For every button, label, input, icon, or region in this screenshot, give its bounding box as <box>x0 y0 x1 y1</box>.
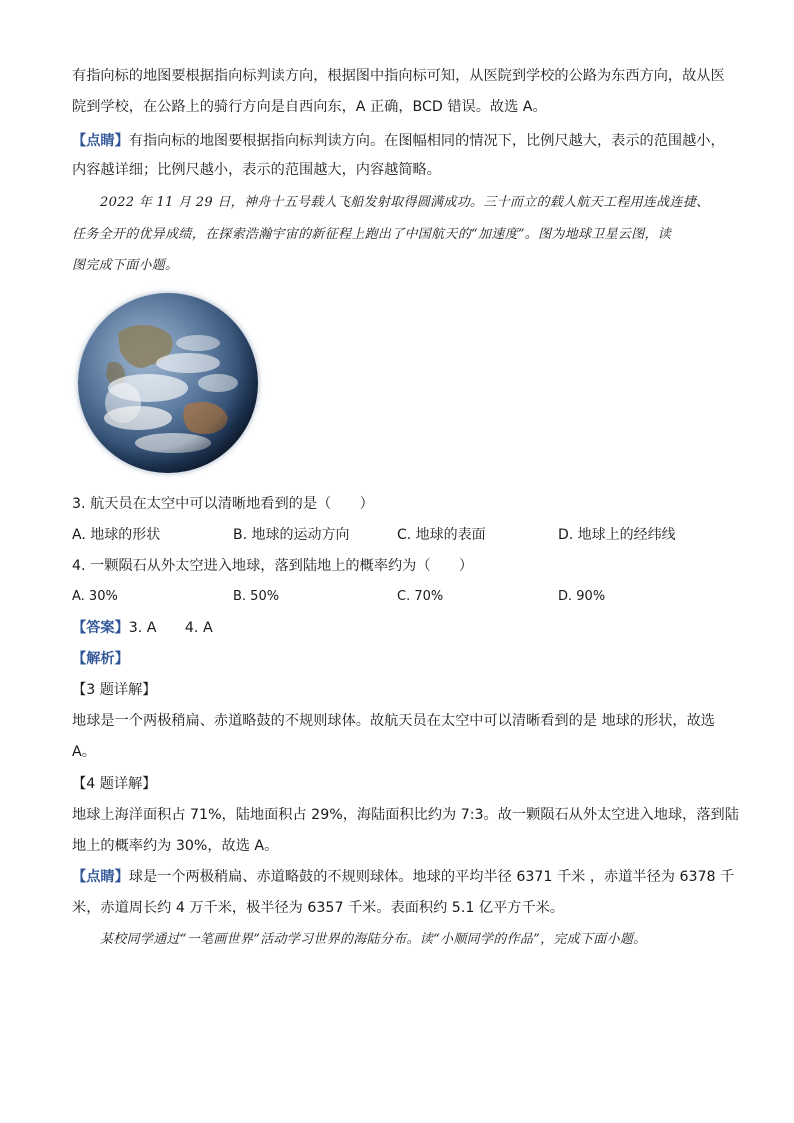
earth-globe <box>78 293 258 473</box>
question-3-stem: 3. 航天员在太空中可以清晰地看到的是（ ） <box>72 496 374 512</box>
intro-line2: 任务全开的优异成绩，在探索浩瀚宇宙的新征程上跑出了中国航天的“加速度”。图为地球卫星云图，读 <box>72 227 672 242</box>
q3-option-b: B. 地球的运动方向 <box>233 527 350 543</box>
intro-line3: 图完成下面小题。 <box>72 258 179 273</box>
answer-tag: 【答案】 <box>72 620 129 636</box>
q4-option-b: B. 50% <box>233 589 280 604</box>
detail-4-heading: 【4 题详解】 <box>72 776 157 792</box>
earth-cloud-graphic <box>78 293 258 473</box>
q3-option-d: D. 地球上的经纬线 <box>558 527 676 543</box>
q3-option-c: C. 地球的表面 <box>397 527 486 543</box>
analysis-heading: 【解析】 <box>72 651 129 667</box>
para1-line1: 有指向标的地图要根据指向标判读方向，根据图中指向标可知，从医院到学校的公路为东西方向，故从医 <box>72 68 725 84</box>
dianjing-1-line1 <box>72 131 725 151</box>
question-4-stem: 4. 一颗陨石从外太空进入地球，落到陆地上的概率约为（ ） <box>72 558 474 574</box>
dianjing-2-line2: 米，赤道周长约 4 万千米，极半径为 6357 千米。表面积约 5.1 亿平方千米。 <box>72 900 565 916</box>
dianjing-2-line1 <box>72 867 734 887</box>
earth-satellite-image <box>78 293 258 473</box>
answer-text: 3. A 4. A <box>128 620 213 636</box>
answer-line <box>72 618 213 638</box>
dianjing-1-line2: 内容越详细；比例尺越小，表示的范围越大，内容越简略。 <box>72 162 441 178</box>
dianjing-tag: 【点睛】 <box>72 133 129 149</box>
q4-option-c: C. 70% <box>397 589 444 604</box>
q3-option-a: A. 地球的形状 <box>72 527 161 543</box>
dianjing-tag: 【点睛】 <box>72 869 129 885</box>
intro-line1: 2022 年 11 月 29 日，神舟十五号载人飞船发射取得圆满成功。三十而立的载人航天工程用连战连捷、 <box>100 195 710 210</box>
para1-line2: 院到学校，在公路上的骑行方向是自西向东，A 正确，BCD 错误。故选 A。 <box>72 99 547 115</box>
detail-4-line1: 地球上海洋面积占 71%，陆地面积占 29%，海陆面积比约为 7:3。故一颗陨石从外太空进入地球，落到陆 <box>72 807 739 823</box>
detail-3-heading: 【3 题详解】 <box>72 682 157 698</box>
q4-option-d: D. 90% <box>558 589 606 604</box>
next-intro: 某校同学通过“一笔画世界”活动学习世界的海陆分布。读“小顺同学的作品”，完成下面小题。 <box>100 932 647 947</box>
dianjing-text: 有指向标的地图要根据指向标判读方向。在图幅相同的情况下，比例尺越大，表示的范围越小， <box>128 133 725 149</box>
q4-option-a: A. 30% <box>72 589 118 604</box>
detail-3-line1: 地球是一个两极稍扁、赤道略鼓的不规则球体。故航天员在太空中可以清晰看到的是 地球的形状，故选 <box>72 713 715 729</box>
detail-3-line2: A。 <box>72 744 96 760</box>
dianjing-text: 球是一个两极稍扁、赤道略鼓的不规则球体。地球的平均半径 6371 千米 ，赤道半径为 6378 千 <box>128 869 735 885</box>
detail-4-line2: 地上的概率约为 30%，故选 A。 <box>72 838 279 854</box>
